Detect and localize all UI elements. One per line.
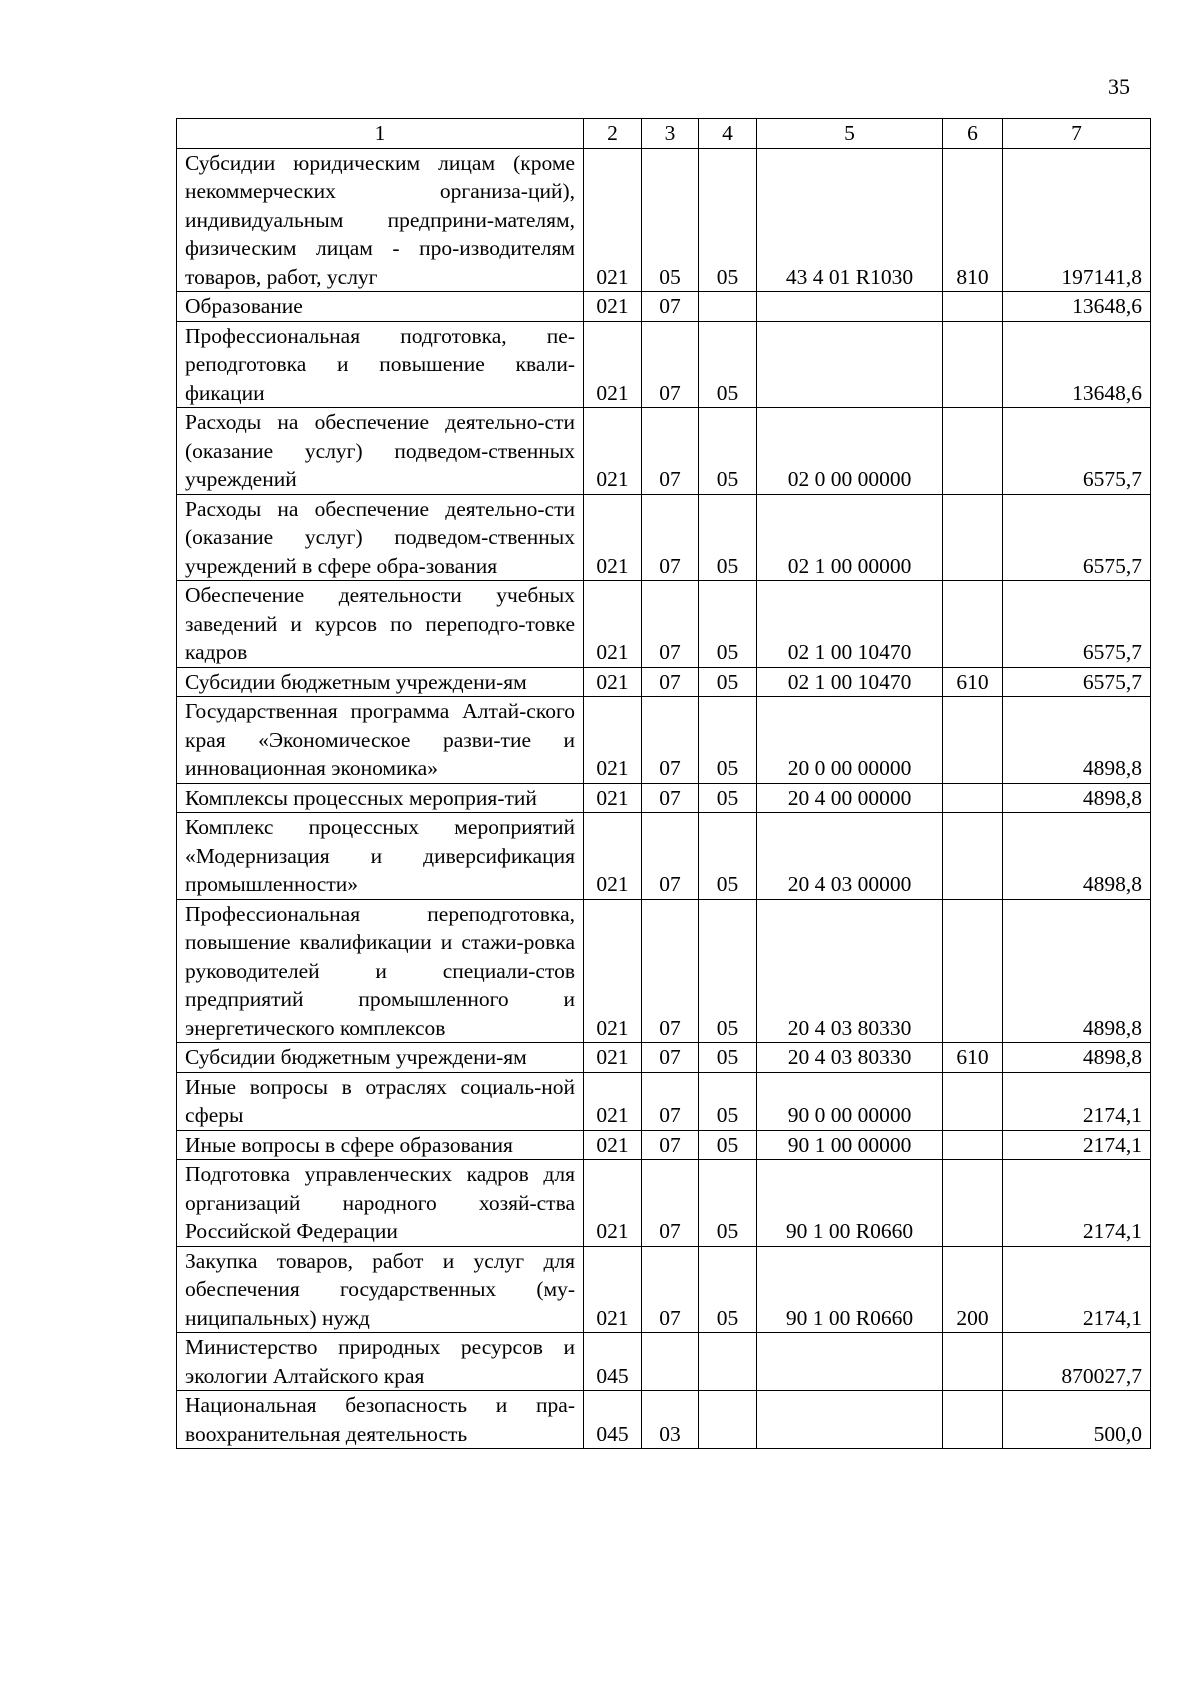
row-subsection-cell (699, 1333, 757, 1391)
table-row (177, 148, 1151, 292)
row-subsection-cell: 05 (699, 1246, 757, 1333)
row-section-cell: 07 (642, 581, 699, 668)
row-target-article-cell (757, 292, 943, 322)
page-number: 35 (1108, 74, 1130, 99)
row-admin-code-cell: 021 (584, 813, 642, 900)
table-row (177, 1072, 1151, 1130)
budget-table (176, 118, 1151, 1449)
row-expense-type-cell (943, 321, 1003, 408)
header-row (177, 119, 1151, 149)
column-header: 2 (584, 119, 642, 149)
table-body (177, 148, 1151, 1449)
row-target-article-cell: 02 1 00 10470 (757, 667, 943, 697)
column-header: 6 (943, 119, 1003, 149)
row-admin-code-cell: 021 (584, 899, 642, 1043)
row-target-article-cell: 20 4 03 00000 (757, 813, 943, 900)
row-target-article-cell (757, 1391, 943, 1449)
row-expense-type-cell (943, 1130, 1003, 1160)
row-expense-type-cell: 810 (943, 148, 1003, 292)
row-subsection-cell: 05 (699, 1160, 757, 1247)
row-amount-cell: 6575,7 (1003, 408, 1151, 495)
row-expense-type-cell (943, 1333, 1003, 1391)
row-subsection-cell: 05 (699, 899, 757, 1043)
row-subsection-cell: 05 (699, 408, 757, 495)
row-expense-type-cell (943, 899, 1003, 1043)
row-section-cell: 07 (642, 1043, 699, 1073)
row-target-article-cell: 90 1 00 00000 (757, 1130, 943, 1160)
row-name-cell: Образование (177, 292, 584, 322)
row-admin-code-cell: 021 (584, 697, 642, 784)
row-target-article-cell: 02 1 00 10470 (757, 581, 943, 668)
row-expense-type-cell (943, 581, 1003, 668)
row-admin-code-cell: 045 (584, 1333, 642, 1391)
table-row (177, 494, 1151, 581)
row-amount-cell: 197141,8 (1003, 148, 1151, 292)
row-name-cell: Иные вопросы в сфере образования (177, 1130, 584, 1160)
row-amount-cell: 4898,8 (1003, 1043, 1151, 1073)
row-expense-type-cell (943, 1391, 1003, 1449)
row-expense-type-cell (943, 1160, 1003, 1247)
row-expense-type-cell (943, 697, 1003, 784)
row-amount-cell: 13648,6 (1003, 321, 1151, 408)
table-row (177, 321, 1151, 408)
row-admin-code-cell: 021 (584, 1072, 642, 1130)
row-amount-cell: 4898,8 (1003, 783, 1151, 813)
row-subsection-cell (699, 1391, 757, 1449)
row-subsection-cell: 05 (699, 1130, 757, 1160)
row-section-cell: 03 (642, 1391, 699, 1449)
table-row (177, 1246, 1151, 1333)
row-amount-cell: 870027,7 (1003, 1333, 1151, 1391)
row-name-cell: Субсидии юридическим лицам (кроме некоммерческих организа-ций), индивидуальным предприни-мателям, физическим лицам - про-изводителям товаров, работ, услуг (177, 148, 584, 292)
table-row (177, 697, 1151, 784)
row-amount-cell: 2174,1 (1003, 1160, 1151, 1247)
row-admin-code-cell: 021 (584, 292, 642, 322)
row-amount-cell: 6575,7 (1003, 581, 1151, 668)
row-amount-cell: 2174,1 (1003, 1072, 1151, 1130)
row-name-cell: Комплекс процессных мероприятий «Модернизация и диверсификация промышленности» (177, 813, 584, 900)
row-subsection-cell: 05 (699, 697, 757, 784)
row-admin-code-cell: 021 (584, 667, 642, 697)
row-admin-code-cell: 021 (584, 581, 642, 668)
row-name-cell: Закупка товаров, работ и услуг для обеспечения государственных (му-ниципальных) нужд (177, 1246, 584, 1333)
row-expense-type-cell (943, 292, 1003, 322)
row-target-article-cell: 90 1 00 R0660 (757, 1246, 943, 1333)
row-subsection-cell: 05 (699, 667, 757, 697)
row-section-cell: 07 (642, 1160, 699, 1247)
row-name-cell: Иные вопросы в отраслях социаль-ной сферы (177, 1072, 584, 1130)
row-section-cell: 07 (642, 899, 699, 1043)
row-target-article-cell: 20 4 03 80330 (757, 1043, 943, 1073)
row-subsection-cell: 05 (699, 321, 757, 408)
row-target-article-cell: 02 0 00 00000 (757, 408, 943, 495)
row-target-article-cell: 20 0 00 00000 (757, 697, 943, 784)
row-subsection-cell: 05 (699, 813, 757, 900)
table-row (177, 667, 1151, 697)
row-amount-cell: 4898,8 (1003, 697, 1151, 784)
row-section-cell: 07 (642, 667, 699, 697)
row-name-cell: Расходы на обеспечение деятельно-сти (оказание услуг) подведом-ственных учреждений (177, 408, 584, 495)
row-section-cell: 07 (642, 813, 699, 900)
row-section-cell: 07 (642, 292, 699, 322)
table-row (177, 813, 1151, 900)
row-amount-cell: 2174,1 (1003, 1246, 1151, 1333)
row-name-cell: Профессиональная подготовка, пе-реподготовка и повышение квали-фикации (177, 321, 584, 408)
row-subsection-cell: 05 (699, 148, 757, 292)
row-amount-cell: 4898,8 (1003, 813, 1151, 900)
row-subsection-cell: 05 (699, 1072, 757, 1130)
row-name-cell: Национальная безопасность и пра-воохранительная деятельность (177, 1391, 584, 1449)
row-expense-type-cell (943, 783, 1003, 813)
column-header: 3 (642, 119, 699, 149)
row-admin-code-cell: 021 (584, 321, 642, 408)
row-name-cell: Комплексы процессных мероприя-тий (177, 783, 584, 813)
row-subsection-cell: 05 (699, 494, 757, 581)
column-header: 7 (1003, 119, 1151, 149)
table-row (177, 1160, 1151, 1247)
table-row (177, 292, 1151, 322)
row-name-cell: Субсидии бюджетным учреждени-ям (177, 1043, 584, 1073)
table-row (177, 581, 1151, 668)
table-row (177, 408, 1151, 495)
column-header: 1 (177, 119, 584, 149)
row-amount-cell: 13648,6 (1003, 292, 1151, 322)
row-name-cell: Расходы на обеспечение деятельно-сти (оказание услуг) подведом-ственных учреждений в сфере обра-зования (177, 494, 584, 581)
row-admin-code-cell: 021 (584, 1130, 642, 1160)
row-subsection-cell: 05 (699, 581, 757, 668)
row-section-cell: 07 (642, 408, 699, 495)
column-header: 5 (757, 119, 943, 149)
row-name-cell: Государственная программа Алтай-ского края «Экономическое разви-тие и инновационная экономика» (177, 697, 584, 784)
row-expense-type-cell (943, 494, 1003, 581)
row-expense-type-cell (943, 813, 1003, 900)
column-header: 4 (699, 119, 757, 149)
row-name-cell: Субсидии бюджетным учреждени-ям (177, 667, 584, 697)
row-admin-code-cell: 021 (584, 783, 642, 813)
row-section-cell: 07 (642, 1072, 699, 1130)
row-section-cell (642, 1333, 699, 1391)
table-row (177, 1043, 1151, 1073)
row-target-article-cell (757, 1333, 943, 1391)
row-target-article-cell (757, 321, 943, 408)
row-name-cell: Профессиональная переподготовка, повышение квалификации и стажи-ровка руководителей и специали-стов предприятий промышленного и энергетического комплексов (177, 899, 584, 1043)
row-section-cell: 07 (642, 783, 699, 813)
row-amount-cell: 2174,1 (1003, 1130, 1151, 1160)
row-amount-cell: 4898,8 (1003, 899, 1151, 1043)
table-row (177, 1130, 1151, 1160)
row-admin-code-cell: 045 (584, 1391, 642, 1449)
row-section-cell: 07 (642, 494, 699, 581)
table-row (177, 1391, 1151, 1449)
row-section-cell: 05 (642, 148, 699, 292)
row-admin-code-cell: 021 (584, 148, 642, 292)
row-target-article-cell: 90 0 00 00000 (757, 1072, 943, 1130)
row-subsection-cell (699, 292, 757, 322)
row-admin-code-cell: 021 (584, 1160, 642, 1247)
row-admin-code-cell: 021 (584, 408, 642, 495)
row-name-cell: Подготовка управленческих кадров для организаций народного хозяй-ства Российской Федерации (177, 1160, 584, 1247)
row-expense-type-cell: 610 (943, 667, 1003, 697)
table-row (177, 1333, 1151, 1391)
row-expense-type-cell: 200 (943, 1246, 1003, 1333)
row-subsection-cell: 05 (699, 783, 757, 813)
row-admin-code-cell: 021 (584, 1043, 642, 1073)
row-section-cell: 07 (642, 697, 699, 784)
row-expense-type-cell (943, 1072, 1003, 1130)
table-row (177, 783, 1151, 813)
row-amount-cell: 6575,7 (1003, 494, 1151, 581)
row-target-article-cell: 20 4 03 80330 (757, 899, 943, 1043)
row-section-cell: 07 (642, 1246, 699, 1333)
row-amount-cell: 6575,7 (1003, 667, 1151, 697)
row-section-cell: 07 (642, 1130, 699, 1160)
row-section-cell: 07 (642, 321, 699, 408)
row-target-article-cell: 43 4 01 R1030 (757, 148, 943, 292)
row-admin-code-cell: 021 (584, 494, 642, 581)
table-row (177, 899, 1151, 1043)
row-amount-cell: 500,0 (1003, 1391, 1151, 1449)
row-expense-type-cell: 610 (943, 1043, 1003, 1073)
row-name-cell: Министерство природных ресурсов и экологии Алтайского края (177, 1333, 584, 1391)
row-name-cell: Обеспечение деятельности учебных заведений и курсов по переподго-товке кадров (177, 581, 584, 668)
row-target-article-cell: 02 1 00 00000 (757, 494, 943, 581)
row-admin-code-cell: 021 (584, 1246, 642, 1333)
row-target-article-cell: 20 4 00 00000 (757, 783, 943, 813)
row-subsection-cell: 05 (699, 1043, 757, 1073)
row-target-article-cell: 90 1 00 R0660 (757, 1160, 943, 1247)
row-expense-type-cell (943, 408, 1003, 495)
